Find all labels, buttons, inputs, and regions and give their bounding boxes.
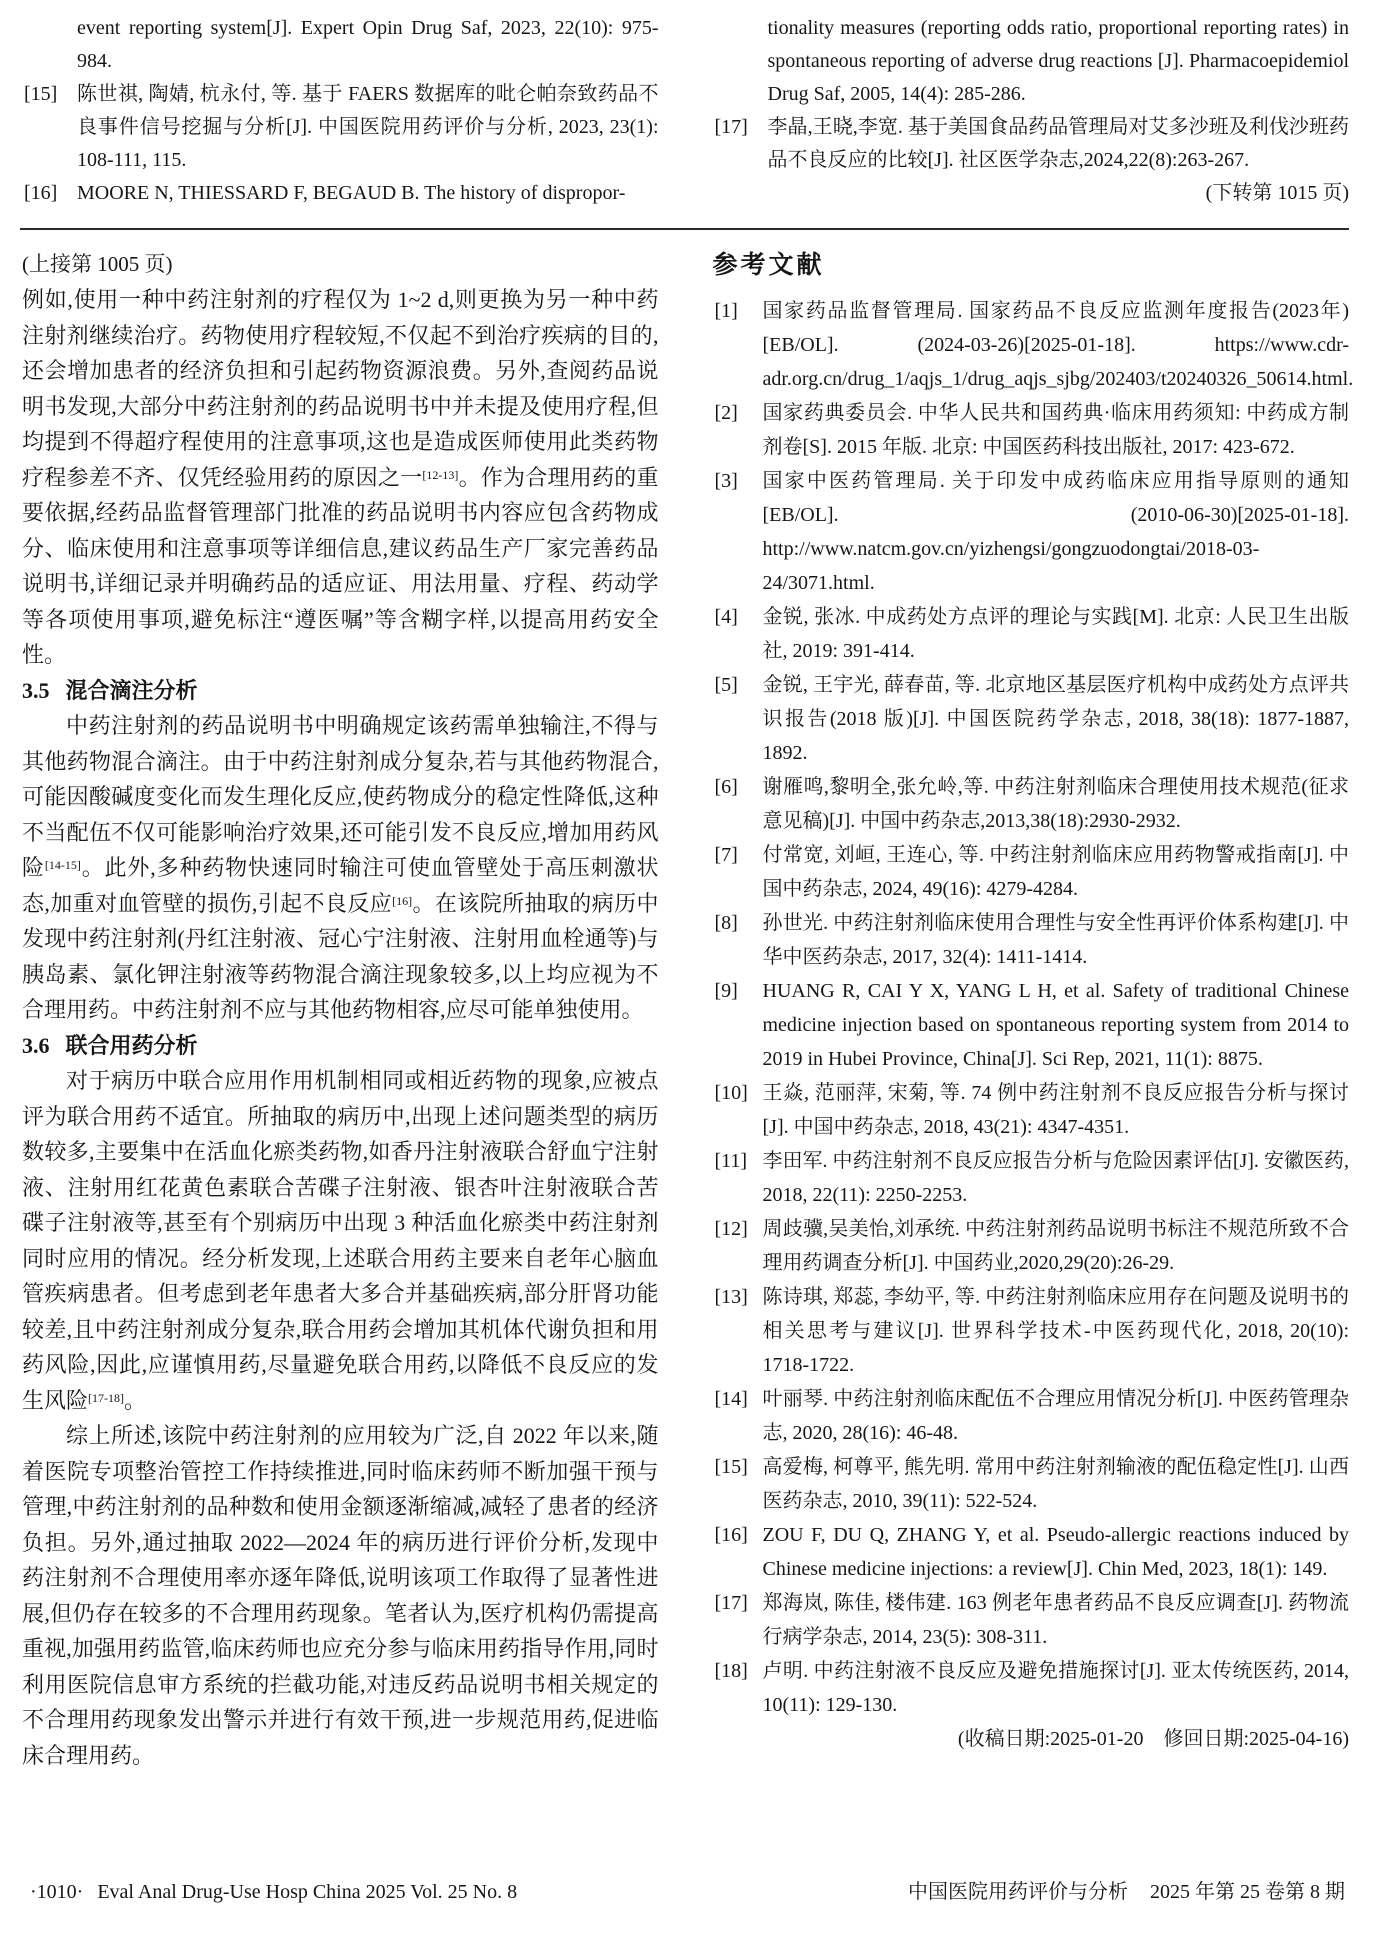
journal-title-en: Eval Anal Drug-Use Hosp China 2025 Vol. 25 No. 8	[97, 1881, 518, 1903]
reference-label: [16]	[714, 1524, 748, 1546]
reference-text: 付常宽, 刘峘, 王连心, 等. 中药注射剂临床应用药物警戒指南[J]. 中国中药杂志, 2024, 49(16): 4279-4284.	[762, 844, 1349, 900]
references-column	[712, 246, 1354, 1773]
references-heading: 参考文献	[712, 252, 825, 279]
reference-text: 陈诗琪, 郑蕊, 李幼平, 等. 中药注射剂临床应用存在问题及说明书的相关思考与建议[J]. 世界科学技术-中医药现代化, 2018, 20(10): 1718-1722.	[762, 1286, 1349, 1376]
section-title: 混合滴注分析	[65, 677, 198, 703]
reference-label: [2]	[714, 402, 738, 424]
reference-text: 国家药品监督管理局. 国家药品不良反应监测年度报告(2023年)[EB/OL]. (2024-03-26)[2025-01-18]. https://www.cdr-adr.org.cn/drug_1/aqjs_1/drug_aqjs_sjbg/202403/t20240326_50614.html.	[762, 300, 1354, 390]
reference-item	[713, 396, 1350, 464]
continued-from-page-note: (上接第 1005 页)	[22, 252, 173, 276]
reference-label: [17]	[714, 1592, 748, 1614]
reference-item	[713, 1144, 1350, 1212]
reference-text: ZOU F, DU Q, ZHANG Y, et al. Pseudo-allergic reactions induced by Chinese medicine injections: a review[J]. Chin Med, 2023, 18(1): 149.	[762, 1524, 1349, 1580]
reference-text: HUANG R, CAI Y X, YANG L H, et al. Safety of traditional Chinese medicine injection based on spontaneous reporting system from 2014 to 2019 in Hubei Province, China[J]. Sci Rep, 2021, 11(1): 8875.	[762, 980, 1349, 1070]
reference-text: 金锐, 张冰. 中成药处方点评的理论与实践[M]. 北京: 人民卫生出版社, 2019: 391-414.	[762, 606, 1349, 662]
carryover-references-section	[22, 12, 1349, 210]
paragraph-combined-medication: 对于病历中联合应用作用机制相同或相近药物的现象,应被点评为联合用药不适宜。所抽取的病历中,出现上述问题类型的病历数较多,主要集中在活血化瘀类药物,如香丹注射液联合舒血宁注射液、注射用红花黄色素联合苦碟子注射液、银杏叶注射液联合苦碟子注射液等,甚至有个别病历中出现 3 种活血化瘀类中药注射剂同时应用的情况。经分析发现,上述联合用药主要来自老年心脑血管疾病患者。但考虑到老年患者大多合并基础疾病,部分肝肾功能较差,且中药注射剂成分复杂,联合用药会增加其机体代谢负担和用药风险,因此,应谨慎用药,尽量避免联合用药,以降低不良反应的发生风险[17-18]。	[22, 1068, 659, 1413]
reference-text: 卢明. 中药注射液不良反应及避免措施探讨[J]. 亚太传统医药, 2014, 10(11): 129-130.	[762, 1660, 1349, 1716]
footer-right	[908, 1878, 1345, 1906]
carryover-left-list	[22, 78, 659, 210]
reference-label: [1]	[714, 300, 738, 322]
carryover-text: tionality measures (reporting odds ratio, proportional reporting rates) in spontaneous reporting of adverse drug reactions [J]. Pharmacoepidemiol Drug Saf, 2005, 14(4): 285-286.	[767, 17, 1349, 105]
reference-text: 孙世光. 中药注射剂临床使用合理性与安全性再评价体系构建[J]. 中华中医药杂志, 2017, 32(4): 1411-1414.	[762, 912, 1349, 968]
reference-text: 王焱, 范丽萍, 宋菊, 等. 74 例中药注射剂不良反应报告分析与探讨[J]. 中国中药杂志, 2018, 43(21): 4347-4351.	[762, 1082, 1349, 1138]
reference-label: [7]	[714, 844, 738, 866]
received-revised-dates: (收稿日期:2025-01-20 修回日期:2025-04-16)	[957, 1728, 1349, 1750]
section-number: 3.6	[22, 1032, 50, 1058]
reference-text: 金锐, 王宇光, 薛春苗, 等. 北京地区基层医疗机构中成药处方点评共识报告(2018 版)[J]. 中国医院药学杂志, 2018, 38(18): 1877-1887, 1892.	[762, 674, 1349, 764]
page-footer	[30, 1878, 1345, 1906]
paragraph-course-discussion: 例如,使用一种中药注射剂的疗程仅为 1~2 d,则更换为另一种中药注射剂继续治疗。药物使用疗程较短,不仅起不到治疗疾病的目的,还会增加患者的经济负担和引起药物资源浪费。另外,查阅药品说明书发现,大部分中药注射剂的药品说明书中并未提及使用疗程,但均提到不得超疗程使用的注意事项,这也是造成医师使用此类药物疗程参差不齐、仅凭经验用药的原因之一[12-13]。作为合理用药的重要依据,经药品监督管理部门批准的药品说明书内容应包含药物成分、临床使用和注意事项等详细信息,建议药品生产厂家完善药品说明书,详细记录并明确药品的适应证、用法用量、疗程、药动学等各项使用事项,避免标注“遵医嘱”等含糊字样,以提高用药安全性。	[22, 287, 659, 667]
reference-text: MOORE N, THIESSARD F, BEGAUD B. The history of dispropor-	[77, 182, 626, 204]
reference-label: [16]	[24, 182, 58, 204]
section-divider	[20, 228, 1349, 230]
paragraph-mixed-infusion: 中药注射剂的药品说明书中明确规定该药需单独输注,不得与其他药物混合滴注。由于中药注射剂成分复杂,若与其他药物混合,可能因酸碱度变化而发生理化反应,使药物成分的稳定性降低,这种不当配伍不仅可能影响治疗效果,还可能引发不良反应,增加用药风险[14-15]。此外,多种药物快速同时输注可使血管壁处于高压刺激状态,加重对血管壁的损伤,引起不良反应[16]。在该院所抽取的病历中发现中药注射剂(丹红注射液、冠心宁注射液、注射用血栓通等)与胰岛素、氯化钾注射液等药物混合滴注现象较多,以上均应视为不合理用药。中药注射剂不应与其他药物相容,应尽可能单独使用。	[22, 713, 659, 1022]
reference-label: [9]	[714, 980, 738, 1002]
reference-text: 高爱梅, 柯尊平, 熊先明. 常用中药注射剂输液的配伍稳定性[J]. 山西医药杂志, 2010, 39(11): 522-524.	[762, 1456, 1349, 1512]
reference-label: [17]	[714, 116, 748, 138]
reference-item	[22, 177, 659, 210]
reference-label: [13]	[714, 1286, 748, 1308]
continued-on-page-note: (下转第 1015 页)	[1205, 182, 1349, 204]
reference-item	[713, 1654, 1350, 1722]
reference-text: 郑海岚, 陈佳, 楼伟建. 163 例老年患者药品不良反应调查[J]. 药物流行病学杂志, 2014, 23(5): 308-311.	[762, 1592, 1349, 1648]
reference-text: 叶丽琴. 中药注射剂临床配伍不合理应用情况分析[J]. 中医药管理杂志, 2020, 28(16): 46-48.	[762, 1388, 1349, 1444]
reference-label: [12]	[714, 1218, 748, 1240]
journal-title-cn: 中国医院用药评价与分析	[908, 1881, 1128, 1903]
page-number: ·1010·	[30, 1881, 84, 1903]
reference-text: 周歧骥,吴美怡,刘承统. 中药注射剂药品说明书标注不规范所致不合理用药调查分析[J]. 中国药业,2020,29(20):26-29.	[762, 1218, 1349, 1274]
section-title: 联合用药分析	[65, 1032, 198, 1058]
reference-text: 谢雁鸣,黎明全,张允岭,等. 中药注射剂临床合理使用技术规范(征求意见稿)[J]. 中国中药杂志,2013,38(18):2930-2932.	[762, 776, 1349, 832]
reference-label: [3]	[714, 470, 738, 492]
reference-item	[713, 1280, 1350, 1382]
reference-label: [5]	[714, 674, 738, 696]
carryover-left-column	[22, 12, 659, 210]
reference-label: [6]	[714, 776, 738, 798]
reference-label: [18]	[714, 1660, 748, 1682]
main-content	[22, 246, 1354, 1773]
reference-label: [11]	[714, 1150, 748, 1172]
reference-text: 李晶,王晓,李宽. 基于美国食品药品管理局对艾多沙班及利伐沙班药品不良反应的比较[J]. 社区医学杂志,2024,22(8):263-267.	[767, 116, 1349, 171]
references-list	[713, 294, 1354, 1722]
reference-text: 国家药典委员会. 中华人民共和国药典·临床用药须知: 中药成方制剂卷[S]. 2015 年版. 北京: 中国医药科技出版社, 2017: 423-672.	[762, 402, 1349, 458]
reference-item	[713, 600, 1350, 668]
reference-label: [8]	[714, 912, 738, 934]
reference-item	[713, 1450, 1350, 1518]
carryover-reference-text	[22, 12, 659, 78]
reference-label: [10]	[714, 1082, 748, 1104]
reference-item	[713, 974, 1350, 1076]
carryover-right-column	[713, 12, 1350, 210]
carryover-text: event reporting system[J]. Expert Opin Drug Saf, 2023, 22(10): 975-984.	[77, 17, 659, 72]
reference-item	[713, 1076, 1350, 1144]
reference-item	[713, 906, 1350, 974]
reference-label: [14]	[714, 1388, 748, 1410]
reference-text: 李田军. 中药注射剂不良反应报告分析与危险因素评估[J]. 安徽医药, 2018, 22(11): 2250-2253.	[762, 1150, 1349, 1206]
reference-item	[22, 78, 659, 177]
reference-item	[713, 111, 1350, 177]
reference-item	[713, 1382, 1350, 1450]
section-heading-3-5	[22, 673, 659, 709]
carryover-right-list	[713, 111, 1350, 177]
article-column	[22, 246, 659, 1773]
reference-label: [15]	[714, 1456, 748, 1478]
reference-item	[713, 838, 1350, 906]
reference-text: 陈世祺, 陶婧, 杭永付, 等. 基于 FAERS 数据库的吡仑帕奈致药品不良事件信号挖掘与分析[J]. 中国医院用药评价与分析, 2023, 23(1): 108-111, 115.	[77, 83, 659, 171]
reference-label: [4]	[714, 606, 738, 628]
reference-label: [15]	[24, 83, 58, 105]
reference-item	[713, 668, 1350, 770]
paragraph-conclusion: 综上所述,该院中药注射剂的应用较为广泛,自 2022 年以来,随着医院专项整治管控工作持续推进,同时临床药师不断加强干预与管理,中药注射剂的品种数和使用金额逐渐缩减,减轻了患者的经济负担。另外,通过抽取 2022—2024 年的病历进行评价分析,发现中药注射剂不合理使用率亦逐年降低,说明该项工作取得了显著性进展,但仍存在较多的不合理用药现象。笔者认为,医疗机构仍需提高重视,加强用药监管,临床药师也应充分参与临床用药指导作用,同时利用医院信息审方系统的拦截功能,对违反药品说明书相关规定的不合理用药现象发出警示并进行有效干预,进一步规范用药,促进临床合理用药。	[22, 1423, 659, 1768]
footer-left	[30, 1878, 517, 1906]
carryover-reference-text	[713, 12, 1350, 111]
reference-item	[713, 1586, 1350, 1654]
reference-text: 国家中医药管理局. 关于印发中成药临床应用指导原则的通知[EB/OL]. (2010-06-30)[2025-01-18]. http://www.natcm.gov.cn/yizhengsi/gongzuodongtai/2018-03-24/3071.html.	[762, 470, 1349, 594]
section-heading-3-6	[22, 1028, 659, 1064]
reference-item	[713, 1212, 1350, 1280]
reference-item	[713, 1518, 1350, 1586]
reference-item	[713, 294, 1354, 396]
section-number: 3.5	[22, 677, 50, 703]
reference-item	[713, 464, 1350, 600]
journal-issue-cn: 2025 年第 25 卷第 8 期	[1150, 1881, 1345, 1903]
reference-item	[713, 770, 1350, 838]
